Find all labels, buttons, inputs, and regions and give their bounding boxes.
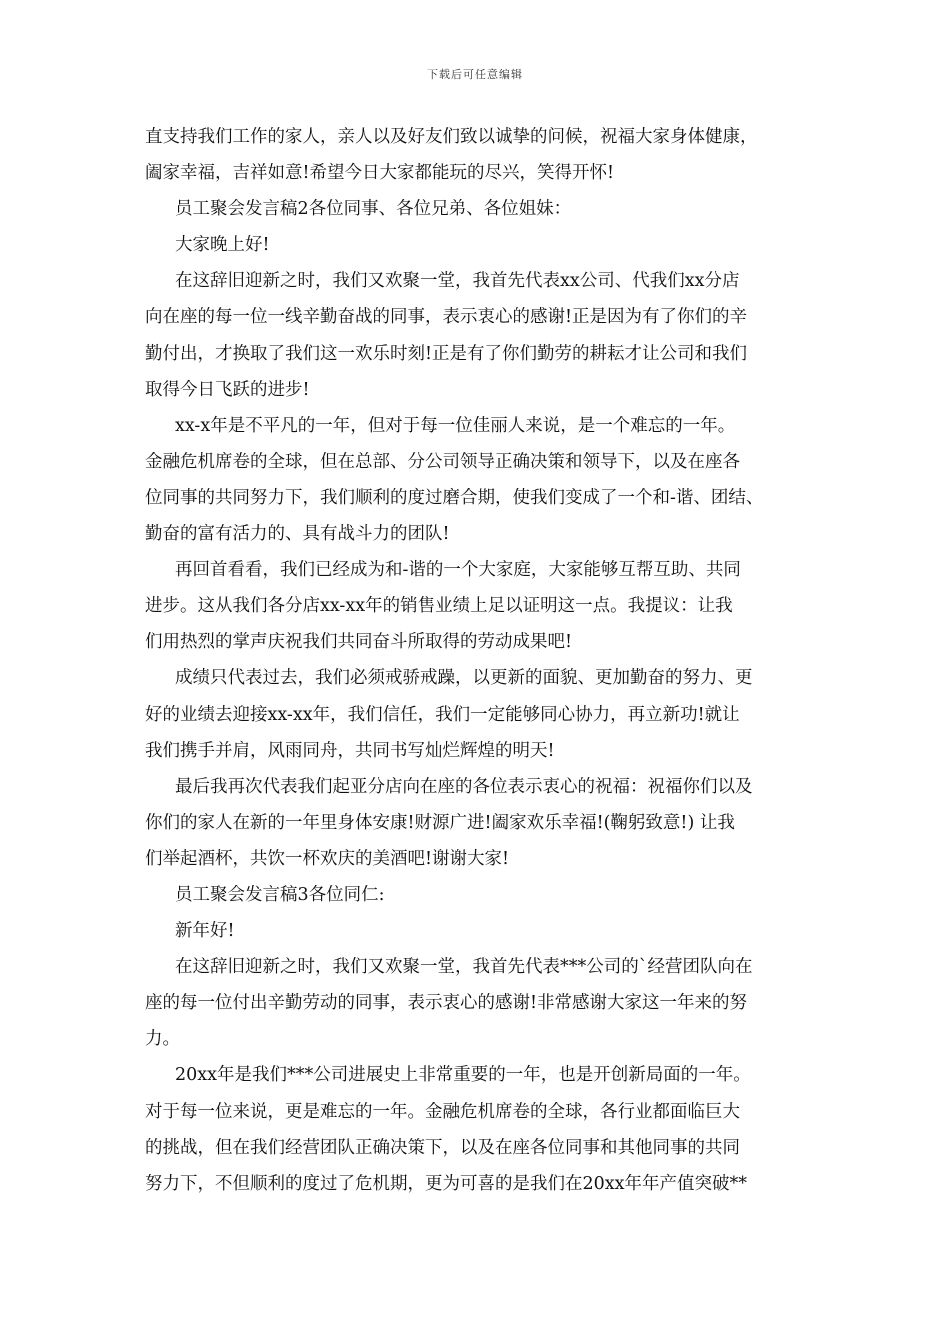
text-line: 成绩只代表过去，我们必须戒骄戒躁，以更新的面貌、更加勤奋的努力、更 [175, 668, 753, 689]
text-line: 的挑战，但在我们经营团队正确决策下，以及在座各位同事和其他同事的共同 [145, 1137, 740, 1158]
text-line: xx-x年是不平凡的一年，但对于每一位佳丽人来说，是一个难忘的一年。 [175, 415, 736, 436]
text-line: 员工聚会发言稿2各位同事、各位兄弟、各位姐妹： [175, 199, 572, 220]
text-line: 们用热烈的掌声庆祝我们共同奋斗所取得的劳动成果吧! [145, 632, 573, 653]
text-line: 座的每一位付出辛勤劳动的同事，表示衷心的感谢!非常感谢大家这一年来的努 [145, 993, 748, 1014]
text-line: 在这辞旧迎新之时，我们又欢聚一堂，我首先代表***公司的`经营团队向在 [175, 957, 753, 978]
text-line: 们举起酒杯，共饮一杯欢庆的美酒吧!谢谢大家! [145, 848, 510, 869]
text-line: 对于每一位来说，更是难忘的一年。金融危机席卷的全球，各行业都面临巨大 [145, 1101, 740, 1122]
text-line: 取得今日飞跃的进步! [145, 379, 310, 400]
text-line: 进步。这从我们各分店xx-xx年的销售业绩上足以证明这一点。我提议：让我 [145, 596, 733, 617]
text-line: 直支持我们工作的家人，亲人以及好友们致以诚挚的问候，祝福大家身体健康， [145, 127, 758, 147]
text-line: 新年好! [175, 921, 235, 942]
text-line: 再回首看看，我们已经成为和-谐的一个大家庭，大家能够互帮互助、共同 [175, 560, 741, 581]
text-line: 你们的家人在新的一年里身体安康!财源广进!阖家欢乐幸福!(鞠躬致意!) 让我 [145, 812, 735, 833]
text-line: 最后我再次代表我们起亚分店向在座的各位表示衷心的祝福：祝福你们以及 [175, 776, 753, 797]
text-line: 勤奋的富有活力的、具有战斗力的团队! [145, 524, 450, 545]
page-header: 下载后可任意编辑 [427, 68, 523, 81]
text-line: 我们携手并肩，风雨同舟，共同书写灿烂辉煌的明天! [145, 740, 555, 761]
text-line: 好的业绩去迎接xx-xx年，我们信任，我们一定能够同心协力，再立新功!就让 [145, 704, 740, 725]
text-line: 金融危机席卷的全球，但在总部、分公司领导正确决策和领导下，以及在座各 [145, 451, 740, 472]
text-line: 在这辞旧迎新之时，我们又欢聚一堂，我首先代表xx公司、代我们xx分店 [175, 271, 740, 292]
text-line: 员工聚会发言稿3各位同仁: [175, 884, 385, 905]
text-line: 勤付出，才换取了我们这一欢乐时刻!正是有了你们勤劳的耕耘才让公司和我们 [145, 343, 748, 364]
text-line: 大家晚上好! [175, 235, 270, 256]
text-line: 努力下，不但顺利的度过了危机期，更为可喜的是我们在20xx年年产值突破** [145, 1173, 748, 1194]
text-line: 位同事的共同努力下，我们顺利的度过磨合期，使我们变成了一个和-谐、团结、 [145, 487, 764, 508]
text-line: 力。 [145, 1029, 180, 1050]
text-line: 20xx年是我们***公司进展史上非常重要的一年，也是开创新局面的一年。 [175, 1065, 751, 1086]
text-line: 阖家幸福，吉祥如意!希望今日大家都能玩的尽兴，笑得开怀! [145, 163, 615, 184]
document-body [145, 119, 825, 1202]
text-line: 向在座的每一位一线辛勤奋战的同事，表示衷心的感谢!正是因为有了你们的辛 [145, 307, 748, 328]
